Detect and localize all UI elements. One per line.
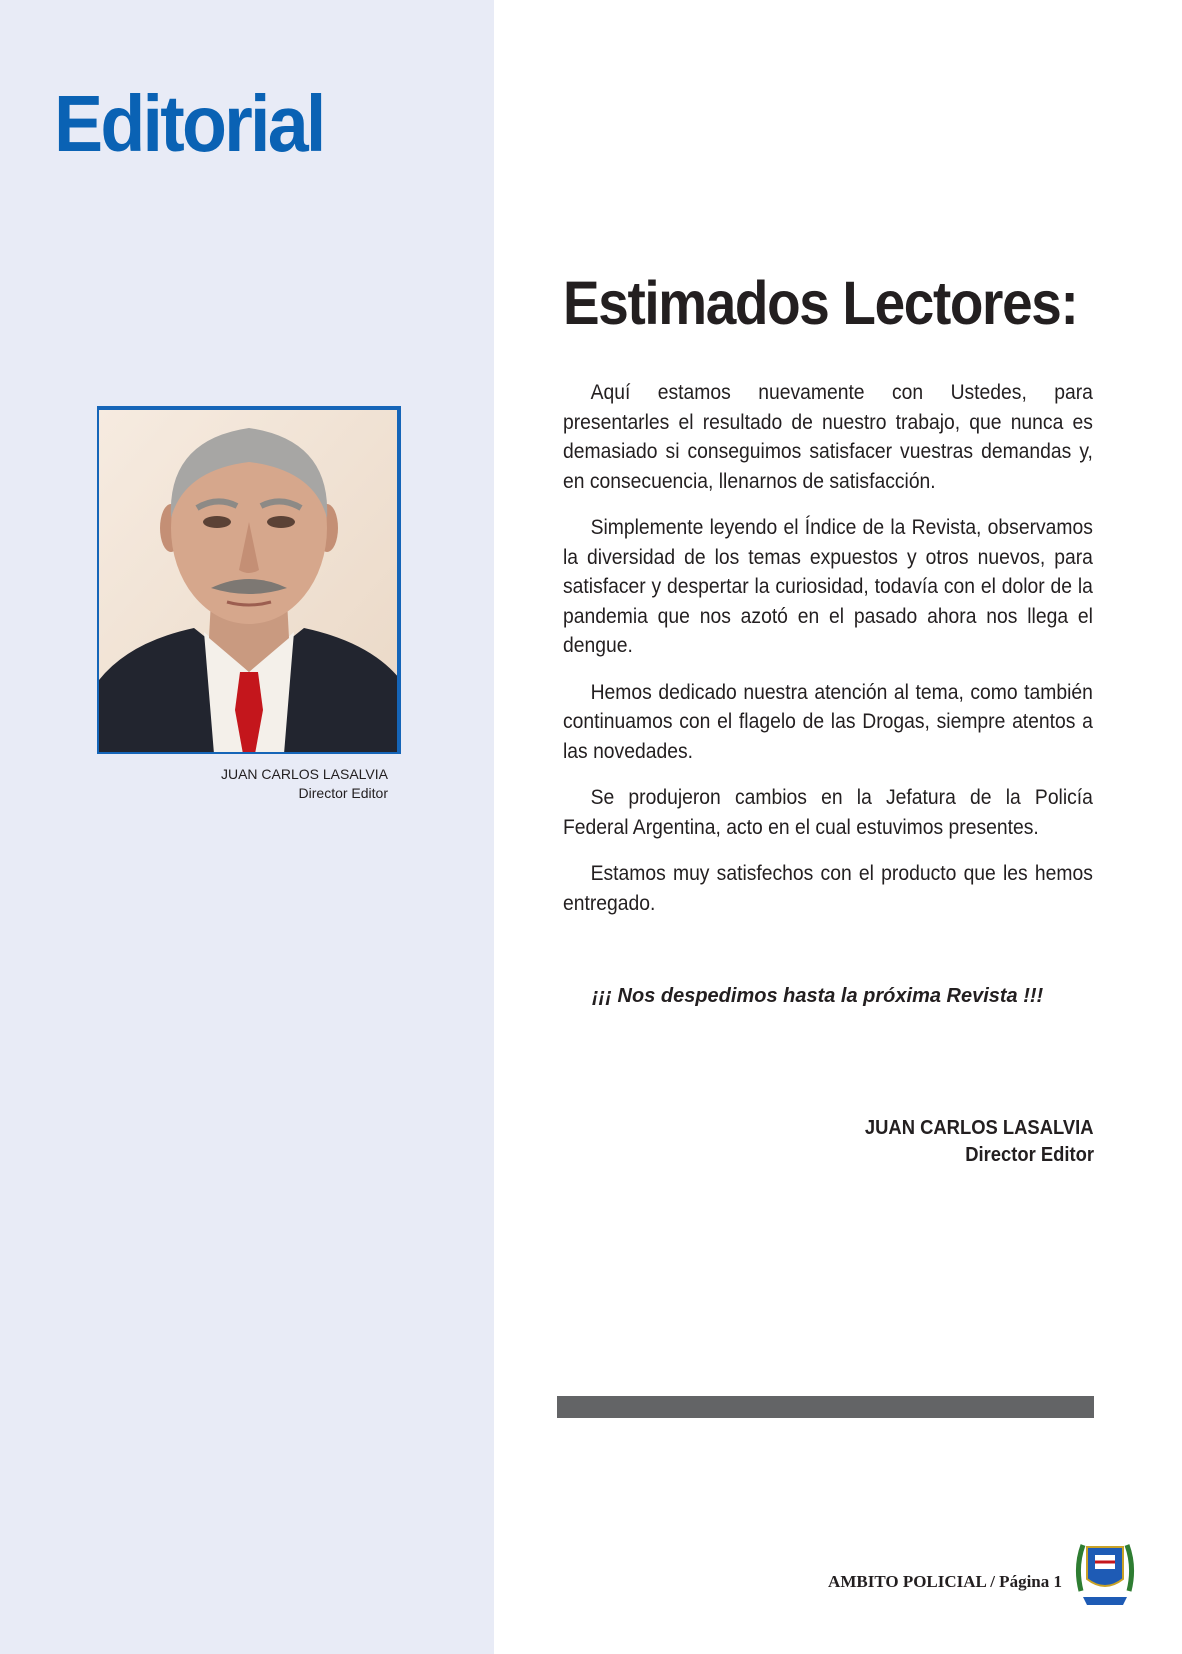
farewell-text: ¡¡¡ Nos despedimos hasta la próxima Revista !!! (592, 985, 1044, 1007)
letter-body (563, 378, 1093, 935)
photo-caption-name: JUAN CARLOS LASALVIA (220, 766, 388, 782)
letter-heading: Estimados Lectores: (563, 269, 1078, 337)
letter-paragraph: Aquí estamos nuevamente con Ustedes, para presentarles el resultado de nuestro trabajo, que nunca es demasiado si conseguimos satisfacer vuestras demandas y, en consecuencia, llenarnos de satisfacción. (563, 381, 1093, 493)
letter-paragraph: Se produjeron cambios en la Jefatura de la Policía Federal Argentina, acto en el cual estuvimos presentes. (563, 786, 1093, 839)
divider-bar (557, 1396, 1094, 1418)
page-footer: AMBITO POLICIAL / Página 1 (828, 1572, 1062, 1591)
photo-caption-role: Director Editor (298, 785, 388, 801)
sidebar-panel (0, 0, 494, 1654)
editor-photo (97, 406, 401, 754)
letter-paragraph: Simplemente leyendo el Índice de la Revista, observamos la diversidad de los temas expuestos y otros nuevos, para satisfacer y despertar la curiosidad, todavía con el dolor de la pandemia que nos azotó en el pasado ahora nos llega el dengue. (563, 516, 1093, 657)
letter-paragraph: Estamos muy satisfechos con el producto que les hemos entregado. (563, 862, 1093, 915)
letter-paragraph: Hemos dedicado nuestra atención al tema, como también continuamos con el flagelo de las Drogas, siempre atentos a las novedades. (563, 680, 1093, 763)
police-seal-icon (1073, 1531, 1137, 1611)
section-title: Editorial (54, 79, 324, 168)
signature-name: JUAN CARLOS LASALVIA (865, 1117, 1094, 1139)
signature-role: Director Editor (965, 1144, 1094, 1166)
